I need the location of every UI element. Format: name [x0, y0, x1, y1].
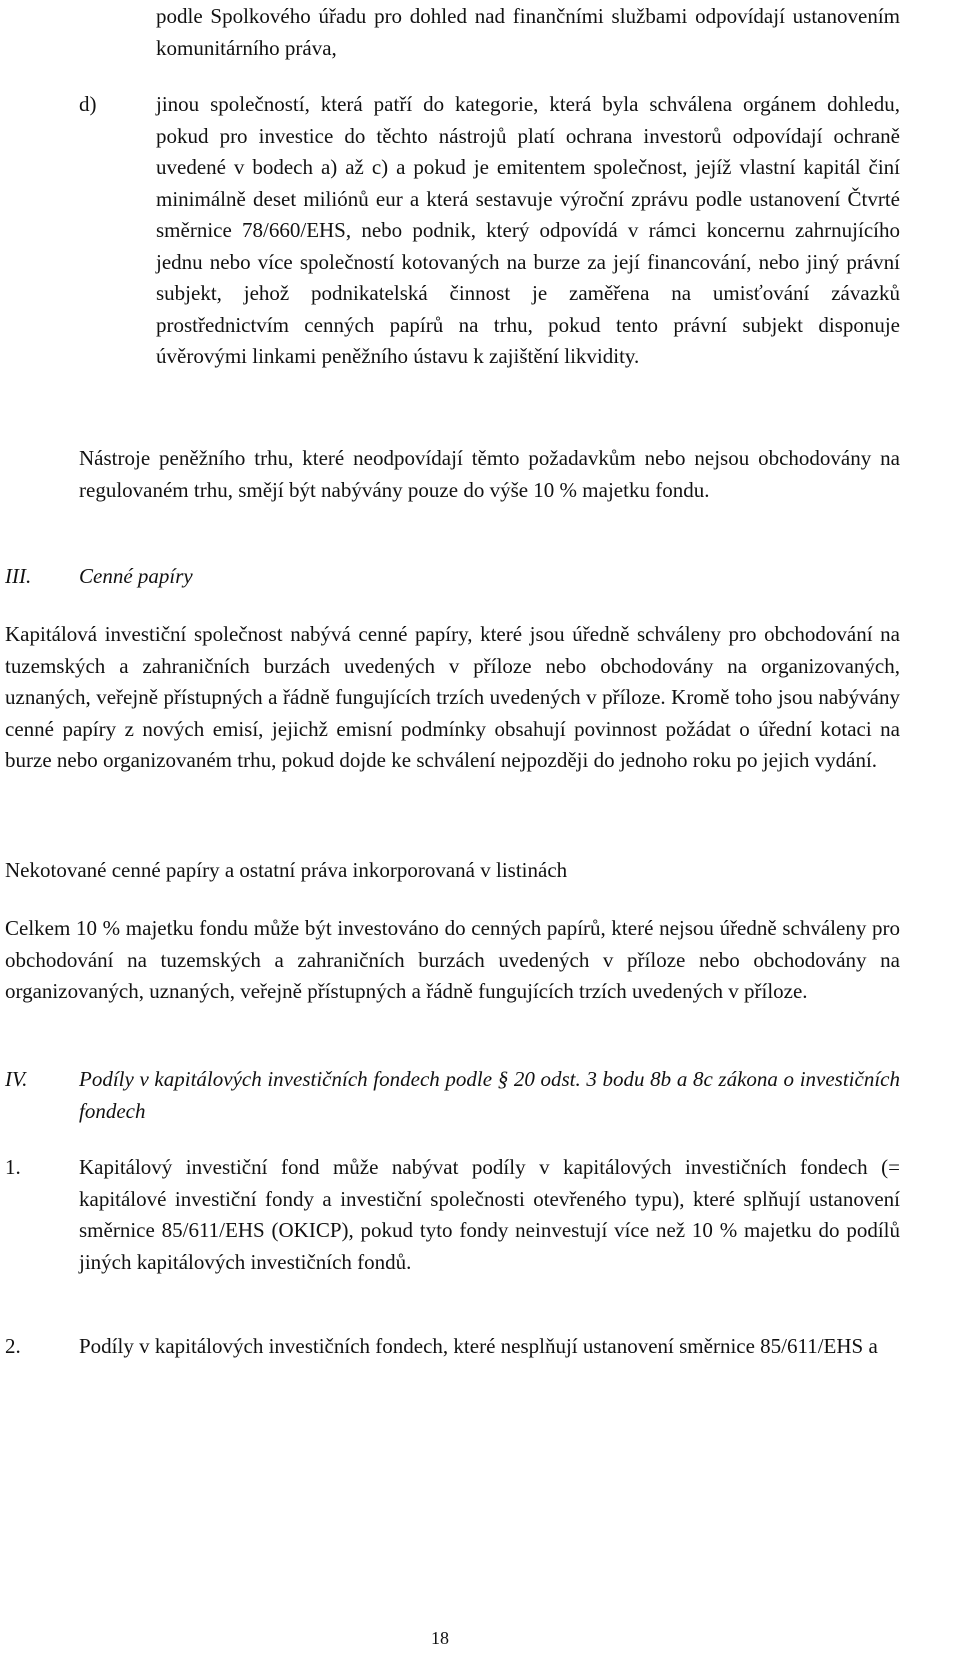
section-iii-paragraph: Kapitálová investiční společnost nabývá cenné papíry, které jsou úředně schváleny pro obchodování na tuzemských a zahraničních burzách uvedených v příloze nebo obchodovány na organizovaných, uznaných, veřejně přístupných a řádně fungujících trzích uvedených v příloze. Kromě toho jsou nabývány cenné papíry z nových emisí, jejichž emisní podmínky obsahují povinnost požádat o úřední kotaci na burze nebo organizovaném trhu, pokud dojde ke schválení nejpozději do jednoho roku po jejich vydání. — [5, 622, 900, 772]
page-number: 18 — [431, 1628, 449, 1648]
continuation-paragraph: podle Spolkového úřadu pro dohled nad finančními službami odpovídají ustanovením komunitárního práva, — [156, 4, 900, 60]
section-iii-title: Cenné papíry — [79, 564, 193, 588]
section-iv-title: Podíly v kapitálových investičních fondech podle § 20 odst. 3 bodu 8b a 8c zákona o investičních fondech — [79, 1067, 900, 1123]
money-market-note: Nástroje peněžního trhu, které neodpovídají těmto požadavkům nebo nejsou obchodovány na regulovaném trhu, smějí být nabývány pouze do výše 10 % majetku fondu. — [79, 446, 900, 502]
section-iv-item-2-paragraph: Podíly v kapitálových investičních fondech, které nesplňují ustanovení směrnice 85/611/EHS a — [79, 1334, 878, 1358]
section-iii-number: III. — [5, 564, 32, 588]
section-iv-item-1-marker: 1. — [5, 1155, 21, 1179]
item-d-paragraph: jinou společností, která patří do kategorie, která byla schválena orgánem dohledu, pokud pro investice do těchto nástrojů platí ochrana investorů odpovídají ochraně uvedené v bodech a) až c) a pokud je emitentem společnost, jejíž vlastní kapitál činí minimálně deset miliónů eur a která sestavuje výroční zprávu podle ustanovení Čtvrté směrnice 78/660/EHS, nebo podnik, který odpovídá v rámci koncernu zahrnujícího jednu nebo více společností kotovaných na burze za její financování, nebo jiný právní subjekt, jehož podnikatelská činnost je zaměřena na umisťování závazků prostřednictvím cenných papírů na trhu, pokud tento právní subjekt disponuje úvěrovými linkami peněžního ústavu k zajištění likvidity. — [156, 92, 900, 368]
section-iv-item-2-marker: 2. — [5, 1334, 21, 1358]
item-d-marker: d) — [79, 92, 97, 116]
section-iv-item-1-paragraph: Kapitálový investiční fond může nabývat podíly v kapitálových investičních fondech (= kapitálové investiční fondy a investiční společnosti otevřeného typu), které splňují ustanovení směrnice 85/611/EHS (OKICP), pokud tyto fondy neinvestují více než 10 % majetku do podílů jiných kapitálových investičních fondů. — [79, 1155, 900, 1274]
section-iv-number: IV. — [5, 1067, 28, 1091]
section-iii-subheading: Nekotované cenné papíry a ostatní práva inkorporovaná v listinách — [5, 858, 568, 882]
section-iii-paragraph2: Celkem 10 % majetku fondu může být investováno do cenných papírů, které nejsou úředně schváleny pro obchodování na tuzemských a zahraničních burzách uvedených v příloze nebo obchodovány na organizovaných, uznaných, veřejně přístupných a řádně fungujících trzích uvedených v příloze. — [5, 916, 900, 1003]
